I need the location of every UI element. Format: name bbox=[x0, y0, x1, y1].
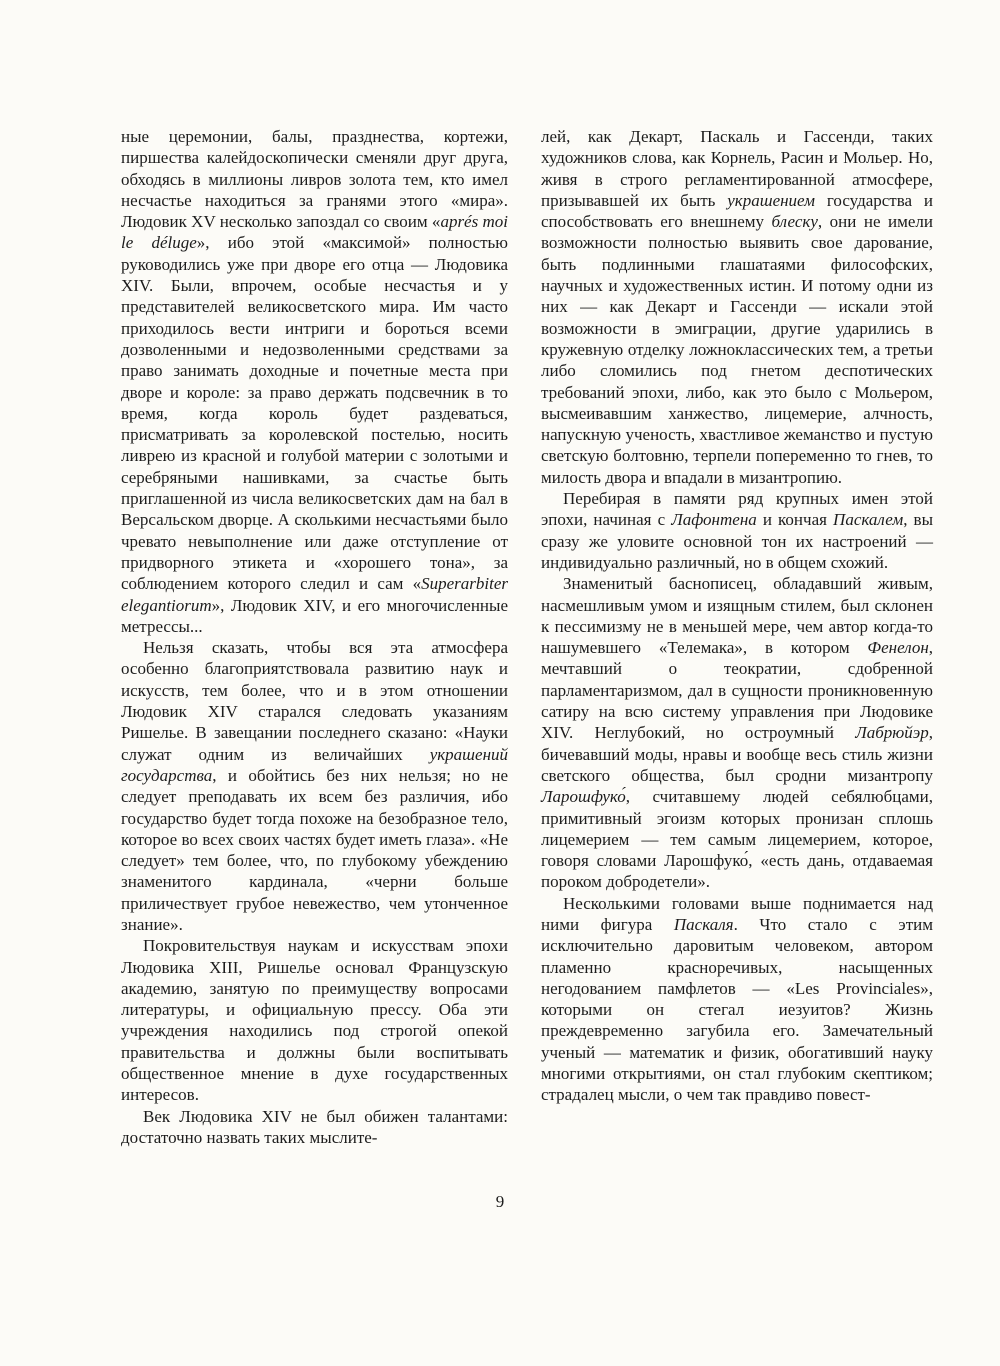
text-run: Несколькими головами выше поднимается над ними фигура bbox=[541, 893, 933, 934]
text-run: , бичевавший моды, нравы и вообще весь стиль жизни светского общества, был сродни мизантропу bbox=[541, 723, 933, 785]
italic-text-run: Фенелон bbox=[867, 638, 929, 658]
text-run: Век Людовика XIV не был обижен талантами: достаточно назвать таких мыслите- bbox=[121, 1106, 508, 1147]
text-run: », ибо этой «максимой» полностью руководились уже при дворе его отца — Людовика XIV. Были, впрочем, особые несчастья и у представителей великосветского мира. Им часто приходилось вести интриги и бороться всеми дозволенными и недозволенными средствами за право занимать доходные и почетные места при дворе и короле: за право держать подсвечник в то время, когда король будет раздеваться, присматривать за королевской постелью, носить ливрею из красной и голубой материи с золотыми и серебряными нашивками, за счастье быть приглашенной из числа великосветских дам на бал в Версальском дворце. А сколькими несчастьями было чревато невыполнение или даже отступление от придворного этикета и «хорошего тона», за соблюдением которого следил и сам « bbox=[121, 233, 508, 594]
paragraph bbox=[541, 893, 933, 1106]
text-run: . Что стало с этим исключительно даровитым человеком, автором пламенно красноречивых, насыщенных негодованием памфлетов — «Les Provinciales», которыми он стегал иезуитов? Жизнь преждевременно загубила его. Замечательный ученый — математик и физик, обогативший науку многими открытиями, он стал глубоким скептиком; страдалец мысли, о чем так правдиво повест- bbox=[541, 914, 933, 1105]
text-run: и кончая bbox=[756, 510, 834, 530]
text-run: государства и способствовать его внешнему bbox=[541, 190, 934, 232]
italic-text-run: Паскаля bbox=[673, 914, 734, 934]
paragraph bbox=[121, 935, 508, 1105]
text-run: », Людовик XIV, и его многочисленные метрессы... bbox=[121, 595, 508, 636]
paragraph bbox=[121, 1106, 508, 1149]
italic-text-run: Лафонтена bbox=[671, 510, 757, 530]
left-column bbox=[121, 126, 508, 1148]
italic-text-run: aprés moi le déluge bbox=[121, 212, 508, 253]
paragraph bbox=[121, 637, 508, 935]
text-run: ные церемонии, балы, празднества, кортежи, пиршества калейдоскопически сменяли друг друга, обходясь в миллионы ливров золота тем, кто имел несчастье находиться за гранями этого «мира». Людовик XV несколько запоздал со своим « bbox=[121, 127, 508, 232]
italic-text-run: украшением bbox=[727, 190, 816, 210]
text-run: Знаменитый баснописец, обладавший живым, насмешливым умом и изящным стилем, был склонен к пессимизму не в меньшей мере, чем автор когда-то нашумевшего «Телемака», в котором bbox=[541, 574, 933, 658]
text-run: Покровительствуя наукам и искусствам эпохи Людовика XIII, Ришелье основал Французскую академию, занятую по преимуществу вопросами литературы, и официальную прессу. Оба эти учреждения находились под строгой опекой правительства и должны были воспитывать общественное мнение в духе государственных интересов. bbox=[121, 936, 508, 1105]
text-run: лей, как Декарт, Паскаль и Гассенди, таких художников слова, как Корнель, Расин и Мольер. Но, живя в строго регламентированной атмосфере, призывавшей их быть bbox=[541, 127, 933, 210]
italic-text-run: Лабрюйэр bbox=[855, 723, 929, 743]
italic-text-run: блеску bbox=[771, 212, 818, 232]
text-run: , считавшему людей себялюбцами, примитивный эгоизм которых пронизан сплошь лицемерием — тем самым лицемерием, которое, говоря словами Ларошфуко́, «есть дань, отдаваемая пороком добродетели». bbox=[541, 787, 933, 892]
text-run: , вы сразу же уловите основной тон их настроений — индивидуально различный, но в общем схожий. bbox=[541, 510, 934, 572]
paragraph bbox=[121, 126, 508, 637]
italic-text-run: Superarbiter elegantiorum bbox=[121, 574, 508, 615]
text-run: , они не имели возможности полностью выявить свое дарование, быть подлинными глашатаями философских, научных и художественных истин. И потому одни из них — как Декарт и Гассенди — искали этой возможности в эмиграции, другие ударились в кружевную отделку ложноклассических тем, а третьи либо сломились под гнетом деспотических требований эпохи, либо, как это было с Мольером, высмеивавшим ханжество, лицемерие, алчность, напускную ученость, хвастливое жеманство и пустую светскую болтовню, терпели попеременно то гнев, то милость двора и впадали в мизантропию. bbox=[541, 212, 933, 487]
paragraph bbox=[541, 126, 933, 488]
paragraph bbox=[541, 488, 933, 573]
page-content bbox=[121, 126, 933, 1148]
italic-text-run: Ларошфуко́ bbox=[541, 787, 626, 807]
italic-text-run: украшений государства bbox=[121, 744, 508, 785]
right-column bbox=[541, 126, 933, 1148]
page-number: 9 bbox=[495, 1192, 505, 1211]
text-run: , и обойтись без них нельзя; но не следует преподавать их всем без различия, ибо государство будет тогда похоже на безобразное тело, которое во всех своих частях будет иметь глаза». «Не следует» тем более, что, по глубокому убеждению знаменитого кардинала, «черни больше приличествует грубое невежество, чем утонченное знание». bbox=[121, 765, 508, 934]
italic-text-run: Паскалем bbox=[833, 510, 904, 530]
paragraph bbox=[541, 573, 933, 892]
text-run: , мечтавший о теократии, сдобренной парламентаризмом, дал в сущности проникновенную сатиру на всю систему управления при Людовике XIV. Неглубокий, но остроумный bbox=[541, 638, 933, 743]
text-run: Перебирая в памяти ряд крупных имен этой эпохи, начиная с bbox=[541, 489, 933, 530]
text-run: Нельзя сказать, чтобы вся эта атмосфера особенно благоприятствовала развитию наук и искусств, тем более, что и в этом отношении Людовик XIV старался следовать указаниям Ришелье. В завещании последнего сказано: «Науки служат одним из величайших bbox=[121, 638, 508, 764]
